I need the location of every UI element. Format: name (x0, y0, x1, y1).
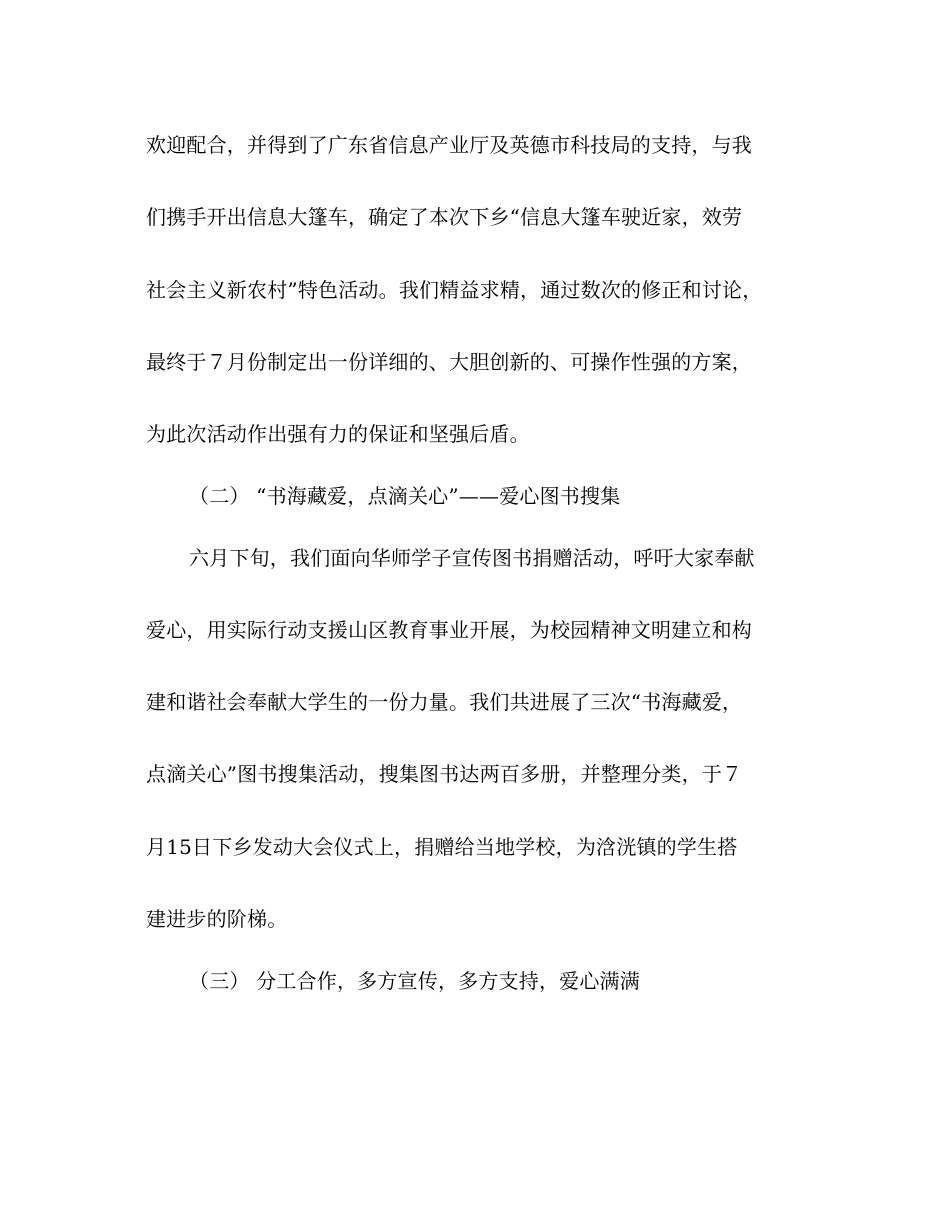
section-heading: （二） “书海藏爱，点滴关心”——爱心图书搜集 (189, 484, 621, 508)
section-heading: （三） 分工合作，多方宣传，多方支持，爱心满满 (189, 969, 640, 993)
paragraph-line: 建和谐社会奉献大学生的一份力量。我们共进展了三次“书海藏爱， (146, 690, 743, 714)
paragraph-line: 月15日下乡发动大会仪式上，捐赠给当地学校，为浛洸镇的学生搭 (146, 835, 738, 859)
paragraph-line: 为此次活动作出强有力的保证和坚强后盾。 (146, 422, 530, 446)
paragraph-line: 社会主义新农村”特色活动。我们精益求精，通过数次的修正和讨论， (146, 278, 763, 302)
paragraph-line: 六月下旬，我们面向华师学子宣传图书捐赠活动，呼吁大家奉献 (189, 546, 755, 570)
paragraph-line: 们携手开出信息大篷车，确定了本次下乡“信息大篷车驶近家，效劳 (146, 205, 743, 229)
paragraph-line: 爱心，用实际行动支援山区教育事业开展，为校园精神文明建立和构 (146, 618, 752, 642)
paragraph-line: 最终于７月份制定出一份详细的、大胆创新的、可操作性强的方案， (146, 350, 752, 374)
paragraph-line: 建进步的阶梯。 (146, 907, 288, 931)
paragraph-line: 点滴关心”图书搜集活动，搜集图书达两百多册，并整理分类，于７ (146, 762, 743, 786)
paragraph-line: 欢迎配合，并得到了广东省信息产业厅及英德市科技局的支持，与我 (146, 133, 752, 157)
